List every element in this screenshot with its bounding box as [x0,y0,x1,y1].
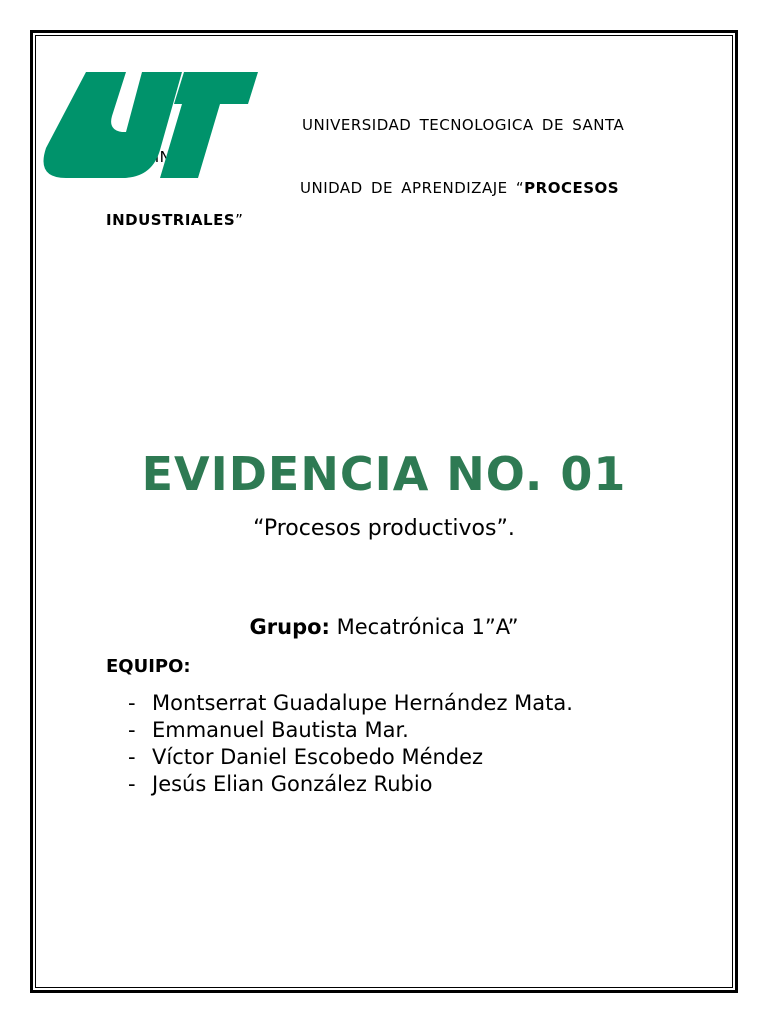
university-name: UNIVERSIDAD TECNOLOGICA DE SANTA [302,116,625,134]
group-line [0,615,768,639]
team-member-name: Víctor Daniel Escobedo Méndez [152,745,484,769]
team-member-name: Emmanuel Bautista Mar. [152,718,409,742]
document-subtitle: “Procesos productivos”. [253,516,515,541]
learning-unit-name-part2: INDUSTRIALES [106,211,236,229]
ut-logo-icon [42,72,260,180]
learning-unit-prefix: UNIDAD DE APRENDIZAJE “ [300,179,525,197]
group-label: Grupo: [249,615,330,639]
team-member-name: Montserrat Guadalupe Hernández Mata. [152,691,573,715]
learning-unit-line [300,179,619,197]
team-member-name: Jesús Elian González Rubio [152,772,433,796]
list-item: - Víctor Daniel Escobedo Méndez [128,745,484,769]
list-item: - Montserrat Guadalupe Hernández Mata. [128,691,573,715]
team-label: EQUIPO: [106,656,191,677]
list-item: - Jesús Elian González Rubio [128,772,433,796]
learning-unit-suffix: ” [235,211,244,229]
group-value: Mecatrónica 1”A” [329,615,519,639]
team-member-list [128,690,573,798]
learning-unit-name-part1: PROCESOS [524,179,620,197]
learning-unit-line-cont [106,211,243,229]
document-title: EVIDENCIA NO. 01 [141,447,627,501]
list-item: - Emmanuel Bautista Mar. [128,718,409,742]
